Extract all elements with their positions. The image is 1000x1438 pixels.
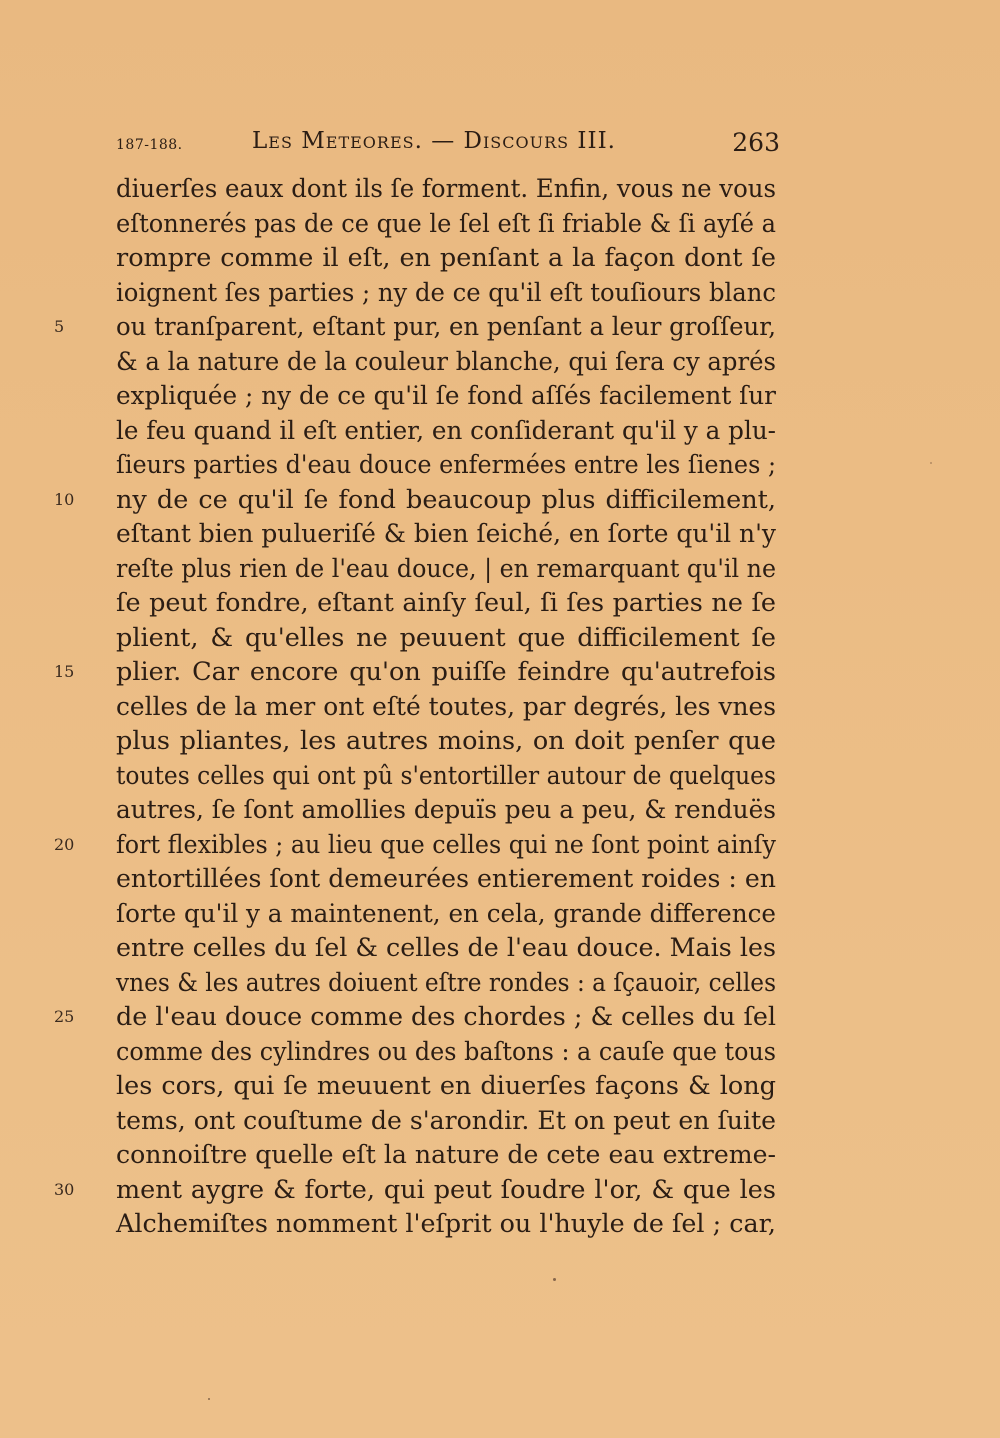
text-line [116, 1035, 776, 1070]
line-text: entre celles du ſel & celles de l'eau douce. Mais les [116, 933, 776, 963]
line-text: plus pliantes, les autres moins, on doit penſer que [116, 726, 776, 756]
line-text: ſorte qu'il y a maintenent, en cela, grande difference [116, 898, 776, 929]
line-text: ou tranſparent, eſtant pur, en penſant a leur groſſeur, [116, 312, 776, 342]
text-line [116, 1069, 776, 1104]
text-line [116, 552, 776, 587]
text-line [116, 586, 776, 621]
text-line [116, 1138, 776, 1173]
line-text: fort flexibles ; au lieu que celles qui ne ſont point ainſy [116, 829, 776, 860]
line-text: Alchemiſtes nomment l'eſprit ou l'huyle de ſel ; car, [116, 1209, 776, 1239]
text-line [54, 310, 776, 345]
line-number: 20 [54, 834, 75, 854]
line-text: & a la nature de la couleur blanche, qui ſera cy aprés [116, 346, 776, 377]
text-line [54, 483, 776, 518]
line-text: connoiſtre quelle eſt la nature de cete eau extreme- [116, 1140, 776, 1170]
text-line [54, 655, 776, 690]
running-title: Les Meteores. — Discours III. [252, 128, 616, 154]
text-line [54, 1173, 776, 1208]
paper-speck [553, 1278, 556, 1281]
line-text: toutes celles qui ont pû s'entortiller autour de quelques [116, 760, 776, 791]
text-line [116, 931, 776, 966]
text-line [116, 690, 776, 725]
line-text: entortillées ſont demeurées entierement roides : en [116, 864, 776, 894]
text-line [116, 276, 776, 311]
line-text: ment aygre & forte, qui peut ſoudre l'or, & que les [116, 1174, 776, 1205]
text-line [54, 1000, 776, 1035]
text-line [116, 345, 776, 380]
page-number: 263 [732, 128, 780, 157]
section-reference: 187-188. [116, 137, 183, 153]
text-line [116, 207, 776, 242]
line-text: ſe peut fondre, eſtant ainſy ſeul, ſi ſes parties ne ſe [116, 588, 776, 618]
text-line [116, 1104, 776, 1139]
line-text: de l'eau douce comme des chordes ; & celles du ſel [116, 1002, 776, 1032]
text-line [116, 172, 776, 207]
text-line [116, 621, 776, 656]
text-line [116, 966, 776, 1001]
body-text [54, 172, 776, 1242]
paper-speck [208, 1398, 210, 1400]
running-header [116, 128, 780, 164]
text-line [116, 414, 776, 449]
line-text: ſieurs parties d'eau douce enfermées entre les ſienes ; [116, 450, 776, 480]
text-line [116, 897, 776, 932]
text-line [116, 793, 776, 828]
line-text: plier. Car encore qu'on puiſſe feindre qu'autrefois [116, 657, 776, 687]
line-text: eſtant bien pulueriſé & bien ſeiché, en ſorte qu'il n'y [116, 519, 776, 549]
line-text: le feu quand il eſt entier, en conſiderant qu'il y a plu- [116, 415, 776, 446]
line-text: eſtonnerés pas de ce que le ſel eſt ſi friable & ſi ayſé a [116, 208, 776, 239]
line-number: 25 [54, 1007, 75, 1026]
text-line [116, 517, 776, 552]
line-text: tems, ont couſtume de s'arondir. Et on peut en ſuite [116, 1105, 776, 1136]
line-text: ioignent ſes parties ; ny de ce qu'il eſt touſiours blanc [116, 277, 776, 308]
text-line [116, 1207, 776, 1242]
line-text: les cors, qui ſe meuuent en diuerſes façons & long [116, 1071, 776, 1101]
line-text: comme des cylindres ou des baſtons : a cauſe que tous [116, 1036, 776, 1067]
text-line [116, 759, 776, 794]
line-number: 10 [54, 489, 75, 509]
line-text: reſte plus rien de l'eau douce, | en remarquant qu'il ne [116, 553, 776, 584]
line-text: ny de ce qu'il ſe fond beaucoup plus difficilement, [116, 484, 776, 515]
line-text: diuerſes eaux dont ils ſe forment. Enfin, vous ne vous [116, 174, 776, 204]
line-number: 30 [54, 1179, 75, 1199]
line-number: 15 [54, 662, 75, 681]
line-text: plient, & qu'elles ne peuuent que difficilement ſe [116, 622, 776, 653]
line-text: rompre comme il eſt, en penſant a la façon dont ſe [116, 243, 776, 273]
text-line [116, 862, 776, 897]
line-text: autres, ſe ſont amollies depuïs peu a peu, & renduës [116, 795, 776, 825]
text-line [116, 379, 776, 414]
line-text: expliquée ; ny de ce qu'il ſe fond aſſés facilement ſur [116, 381, 776, 411]
text-line [54, 828, 776, 863]
text-line [116, 724, 776, 759]
line-text: celles de la mer ont eſté toutes, par degrés, les vnes [116, 691, 776, 722]
text-line [116, 241, 776, 276]
text-line [116, 448, 776, 483]
paper-speck [930, 462, 932, 464]
line-number: 5 [54, 317, 65, 336]
line-text: vnes & les autres doiuent eſtre rondes : a ſçauoir, celles [116, 967, 776, 998]
